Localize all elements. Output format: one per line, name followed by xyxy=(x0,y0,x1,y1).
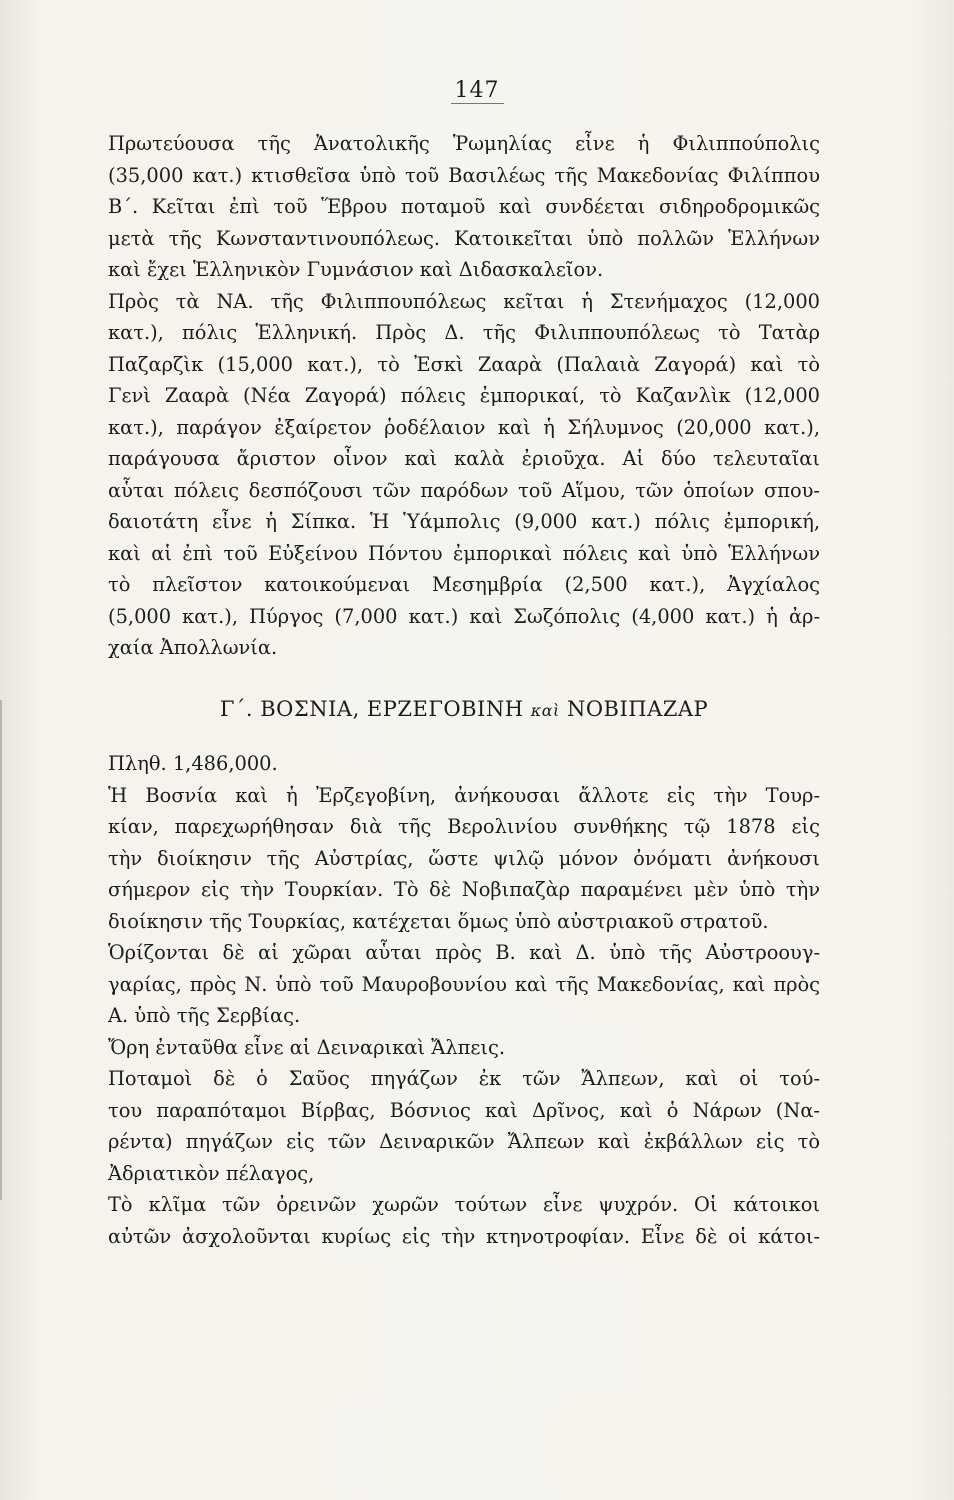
text-line: αὗται πόλεις δεσπόζουσι τῶν παρόδων τοῦ Αἵμου, τῶν ὁποίων σπου- xyxy=(108,478,820,502)
text-line: δαιοτάτη εἶνε ἡ Σίπκα. Ἡ Ὑάμπολις (9,000 κατ.) πόλις ἐμπορική, xyxy=(108,510,820,533)
text-line: Γενὶ Ζααρὰ (Νέα Ζαγορά) πόλεις ἐμπορικαί, τὸ Καζανλὶκ (12,000 xyxy=(108,384,820,407)
text-line: κίαν, παρεχωρήθησαν διὰ τῆς Βερολινίου συνθήκης τῷ 1878 εἰς xyxy=(108,815,820,838)
paragraph xyxy=(108,780,820,938)
heading-part-2: ΝΟΒΙΠΑΖΑΡ xyxy=(566,696,709,721)
text-line: (35,000 κατ.) κτισθεῖσα ὑπὸ τοῦ Βασιλέως τῆς Μακεδονίας Φιλίππου xyxy=(108,163,820,187)
text-line: Πρωτεύουσα τῆς Ἀνατολικῆς Ῥωμηλίας εἶνε ἡ Φιλιππούπολις xyxy=(108,132,820,155)
text-line: κατ.), παράγον ἐξαίρετον ῥοδέλαιον καὶ ἡ Σήλυμνος (20,000 κατ.), xyxy=(108,415,820,439)
text-line: Πληθ. 1,486,000. xyxy=(108,752,278,775)
paragraph xyxy=(108,286,820,664)
text-line: σήμερον εἰς τὴν Τουρκίαν. Τὸ δὲ Νοβιπαζὰρ παραμένει μὲν ὑπὸ τὴν xyxy=(108,878,820,901)
paragraph xyxy=(108,937,820,1032)
heading-conjunction: καὶ xyxy=(530,700,560,720)
paragraph xyxy=(108,128,820,286)
text-line: τὴν διοίκησιν τῆς Αὐστρίας, ὥστε ψιλῷ μόνον ὀνόματι ἀνήκουσι xyxy=(108,846,820,870)
text-line: καὶ αἱ ἐπὶ τοῦ Εὐξείνου Πόντου ἐμπορικαὶ πόλεις καὶ ὑπὸ Ἑλλήνων xyxy=(108,541,820,565)
heading-part-1: Γ΄. ΒΟΣΝΙΑ, ΕΡΖΕΓΟΒΙΝΗ xyxy=(219,696,524,721)
text-line: Ἀδριατικὸν πέλαγος, xyxy=(108,1161,315,1185)
text-line: Α. ὑπὸ τῆς Σερβίας. xyxy=(108,1004,301,1027)
text-line: διοίκησιν τῆς Τουρκίας, κατέχεται ὅμως ὑπὸ αὐστριακοῦ στρατοῦ. xyxy=(108,909,769,933)
section-heading xyxy=(108,694,820,727)
text-line: Πρὸς τὰ ΝΑ. τῆς Φιλιππουπόλεως κεῖται ἡ Στενήμαχος (12,000 xyxy=(108,289,820,313)
text-line: Β΄. Κεῖται ἐπὶ τοῦ Ἕβρου ποταμοῦ καὶ συνδέεται σιδηροδρομικῶς xyxy=(108,195,820,218)
text-line: του παραπόταμοι Βίρβας, Βόσνιος καὶ Δρῖνος, καὶ ὁ Νάρων (Να- xyxy=(108,1098,820,1122)
paragraph xyxy=(108,1032,820,1064)
paragraph xyxy=(108,1063,820,1189)
text-line: παράγουσα ἄριστον οἶνον καὶ καλὰ ἐριοῦχα. Αἱ δύο τελευταῖαι xyxy=(108,447,820,470)
text-line: Τὸ κλῖμα τῶν ὀρεινῶν χωρῶν τούτων εἶνε ψυχρόν. Οἱ κάτοικοι xyxy=(108,1193,820,1216)
text-line: γαρίας, πρὸς Ν. ὑπὸ τοῦ Μαυροβουνίου καὶ τῆς Μακεδονίας, καὶ πρὸς xyxy=(108,972,820,996)
text-line: Ὄρη ἐνταῦθα εἶνε αἱ Δειναρικαὶ Ἄλπεις. xyxy=(108,1035,506,1059)
page-edge-shadow xyxy=(0,700,16,1200)
text-line: Ὁρίζονται δὲ αἱ χῶραι αὗται πρὸς Β. καὶ Δ. ὑπὸ τῆς Αὐστροουγ- xyxy=(108,941,820,964)
text-line: (5,000 κατ.), Πύργος (7,000 κατ.) καὶ Σωζόπολις (4,000 κατ.) ἡ ἀρ- xyxy=(108,604,820,628)
text-line: τὸ πλεῖστον κατοικούμεναι Μεσημβρία (2,500 κατ.), Ἀγχίαλος xyxy=(108,573,820,596)
body-text xyxy=(108,128,820,1252)
paragraph xyxy=(108,1189,820,1252)
text-line: Ποταμοὶ δὲ ὁ Σαῦος πηγάζων ἐκ τῶν Ἄλπεων, καὶ οἱ τού- xyxy=(108,1067,820,1090)
text-line: καὶ ἔχει Ἑλληνικὸν Γυμνάσιον καὶ Διδασκαλεῖον. xyxy=(108,258,604,281)
text-line: κατ.), πόλις Ἑλληνική. Πρὸς Δ. τῆς Φιλιππουπόλεως τὸ Τατὰρ xyxy=(108,321,820,344)
text-line: Παζαρζὶκ (15,000 κατ.), τὸ Ἐσκὶ Ζααρὰ (Παλαιὰ Ζαγορά) καὶ τὸ xyxy=(108,352,820,376)
text-line: ρέντα) πηγάζων εἰς τῶν Δειναρικῶν Ἄλπεων καὶ ἐκβάλλων εἰς τὸ xyxy=(108,1130,820,1153)
text-line: χαία Ἀπολλωνία. xyxy=(108,636,278,659)
page-number: 147 xyxy=(0,78,954,103)
text-line: αὐτῶν ἀσχολοῦνται κυρίως εἰς τὴν κτηνοτροφίαν. Εἶνε δὲ οἱ κάτοι- xyxy=(108,1224,820,1248)
text-line: μετὰ τῆς Κωνσταντινουπόλεως. Κατοικεῖται ὑπὸ πολλῶν Ἑλλήνων xyxy=(108,226,820,250)
text-line: Ἡ Βοσνία καὶ ἡ Ἐρζεγοβίνη, ἀνήκουσαι ἄλλοτε εἰς τὴν Τουρ- xyxy=(108,783,820,807)
population-line xyxy=(108,748,820,780)
